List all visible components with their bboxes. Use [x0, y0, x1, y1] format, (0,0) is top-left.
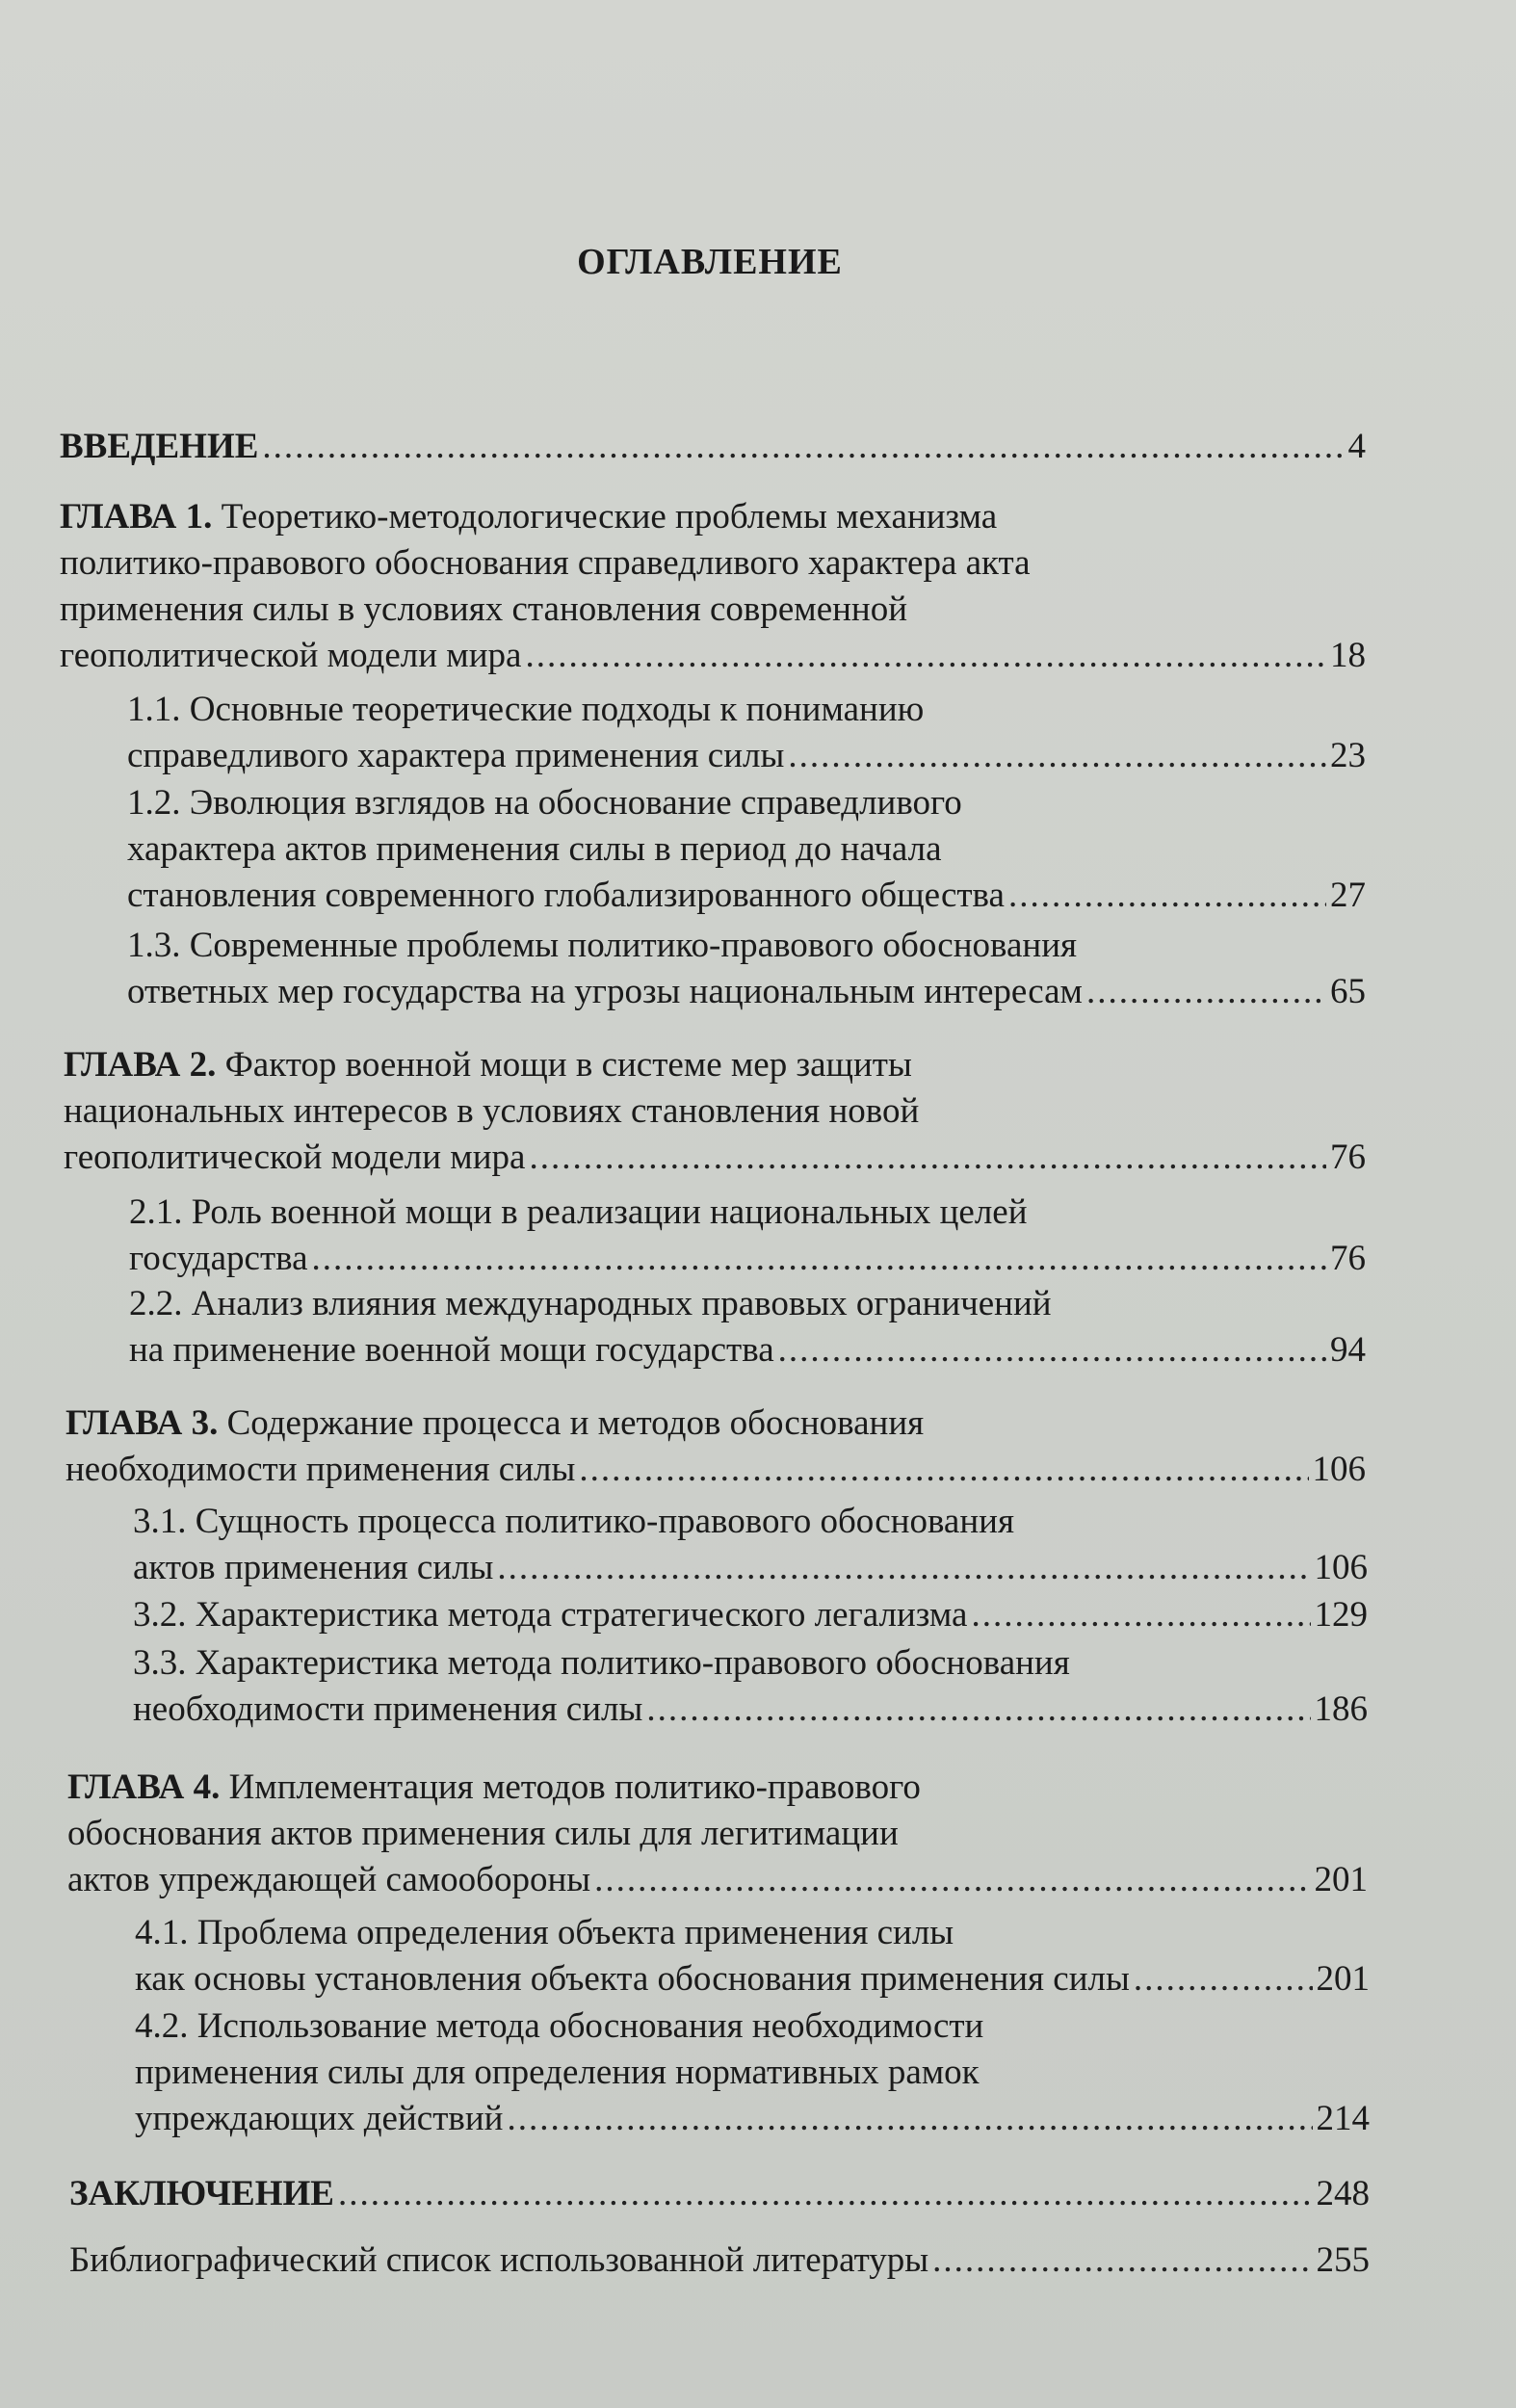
page-number: 201 [1314, 1860, 1368, 1899]
entry-text: 2.1. Роль военной мощи в реализации национальных целей [129, 1192, 1028, 1232]
page-number: 76 [1330, 1138, 1366, 1177]
leader-dots [1134, 1956, 1313, 2002]
page-number: 255 [1316, 2240, 1370, 2280]
entry-text: геополитической модели мира [60, 636, 522, 675]
entry-text: применения силы для определения нормативных рамок [135, 2053, 980, 2092]
entry-text: Содержание процесса и методов обоснования [226, 1403, 925, 1443]
leader-dots [971, 1592, 1310, 1638]
entry-label: ВВЕДЕНИЕ [60, 427, 259, 466]
leader-dots [497, 1545, 1310, 1591]
entry-label: Библиографический список использованной литературы [69, 2240, 929, 2280]
toc-entry-chapter-3[interactable] [65, 1400, 1366, 1493]
leader-dots [262, 424, 1344, 470]
leader-dots [525, 633, 1326, 679]
page-number: 27 [1330, 876, 1366, 915]
leader-dots [594, 1857, 1310, 1903]
toc-entry-section-4-2[interactable] [135, 2003, 1370, 2142]
entry-text: 3.3. Характеристика метода политико-правового обоснования [133, 1643, 1070, 1683]
page-number: 65 [1330, 972, 1366, 1011]
page-number: 201 [1316, 1959, 1370, 1999]
leader-dots [579, 1447, 1308, 1493]
entry-text: 1.3. Современные проблемы политико-правового обоснования [127, 926, 1078, 965]
entry-text: 1.1. Основные теоретические подходы к пониманию [127, 690, 925, 729]
entry-text: государства [129, 1239, 308, 1278]
leader-dots [338, 2171, 1313, 2217]
toc-entry-bibliography[interactable] [69, 2238, 1370, 2284]
page-number: 106 [1314, 1548, 1368, 1587]
toc-entry-section-3-2[interactable] [133, 1592, 1368, 1638]
entry-text: необходимости применения силы [65, 1450, 576, 1489]
entry-text: Имплементация методов политико-правового [228, 1767, 921, 1807]
page-title: ОГЛАВЛЕНИЕ [577, 242, 843, 282]
entry-text: Фактор военной мощи в системе мер защиты [224, 1045, 912, 1085]
entry-text: 2.2. Анализ влияния международных правовых ограничений [129, 1284, 1052, 1323]
toc-entry-chapter-2[interactable] [64, 1042, 1366, 1181]
toc-entry-conclusion[interactable] [69, 2171, 1370, 2217]
entry-text: 3.1. Сущность процесса политико-правового обоснования [133, 1502, 1014, 1541]
toc-entry-section-1-2[interactable] [127, 780, 1366, 919]
page-number: 106 [1312, 1450, 1366, 1489]
entry-text: геополитической модели мира [64, 1138, 526, 1177]
leader-dots [788, 733, 1326, 779]
chapter-label: ГЛАВА 3. [65, 1403, 219, 1443]
leader-dots [646, 1687, 1310, 1733]
chapter-label: ГЛАВА 2. [64, 1045, 217, 1085]
page-number: 76 [1330, 1239, 1366, 1278]
chapter-label: ГЛАВА 4. [67, 1767, 221, 1807]
toc-entry-section-1-3[interactable] [127, 923, 1366, 1015]
entry-text: упреждающих действий [135, 2099, 504, 2138]
page-number: 94 [1330, 1330, 1366, 1370]
entry-text: 1.2. Эволюция взглядов на обоснование справедливого [127, 783, 962, 823]
entry-label: ЗАКЛЮЧЕНИЕ [69, 2174, 334, 2213]
entry-text: на применение военной мощи государства [129, 1330, 774, 1370]
entry-text: справедливого характера применения силы [127, 736, 785, 775]
toc-entry-section-3-1[interactable] [133, 1499, 1368, 1591]
toc-entry-introduction[interactable] [60, 424, 1366, 470]
entry-text: применения силы в условиях становления современной [60, 589, 908, 629]
page-number: 186 [1314, 1689, 1368, 1729]
leader-dots [312, 1236, 1326, 1282]
toc-entry-section-1-1[interactable] [127, 687, 1366, 779]
entry-text: политико-правового обоснования справедливого характера акта [60, 543, 1031, 583]
page-number: 214 [1316, 2099, 1370, 2138]
toc-entry-chapter-1[interactable] [60, 494, 1366, 679]
leader-dots [1086, 969, 1326, 1015]
toc-entry-section-2-2[interactable] [129, 1281, 1366, 1374]
page-number: 18 [1330, 636, 1366, 675]
leader-dots [778, 1327, 1326, 1374]
page-number: 23 [1330, 736, 1366, 775]
entry-text: 3.2. Характеристика метода стратегического легализма [133, 1595, 968, 1635]
chapter-label: ГЛАВА 1. [60, 497, 213, 537]
entry-text: актов упреждающей самообороны [67, 1860, 591, 1899]
entry-text: обоснования актов применения силы для легитимации [67, 1814, 899, 1853]
entry-text: актов применения силы [133, 1548, 494, 1587]
leader-dots [1008, 873, 1326, 919]
page-number: 248 [1316, 2174, 1370, 2213]
toc-entry-section-4-1[interactable] [135, 1910, 1370, 2002]
entry-text: Теоретико-методологические проблемы механизма [221, 497, 998, 537]
entry-text: характера актов применения силы в период до начала [127, 829, 942, 869]
page-number: 129 [1314, 1595, 1368, 1635]
entry-text: становления современного глобализированного общества [127, 876, 1005, 915]
toc-entry-section-3-3[interactable] [133, 1640, 1368, 1733]
leader-dots [932, 2238, 1312, 2284]
page-number: 4 [1347, 427, 1366, 466]
toc-entry-chapter-4[interactable] [67, 1765, 1368, 1903]
leader-dots [507, 2096, 1312, 2142]
entry-text: необходимости применения силы [133, 1689, 643, 1729]
entry-text: национальных интересов в условиях становления новой [64, 1091, 920, 1131]
entry-text: 4.2. Использование метода обоснования необходимости [135, 2006, 984, 2046]
leader-dots [529, 1135, 1326, 1181]
entry-text: 4.1. Проблема определения объекта применения силы [135, 1913, 954, 1952]
toc-entry-section-2-1[interactable] [129, 1190, 1366, 1282]
entry-text: как основы установления объекта обоснования применения силы [135, 1959, 1130, 1999]
entry-text: ответных мер государства на угрозы национальным интересам [127, 972, 1083, 1011]
